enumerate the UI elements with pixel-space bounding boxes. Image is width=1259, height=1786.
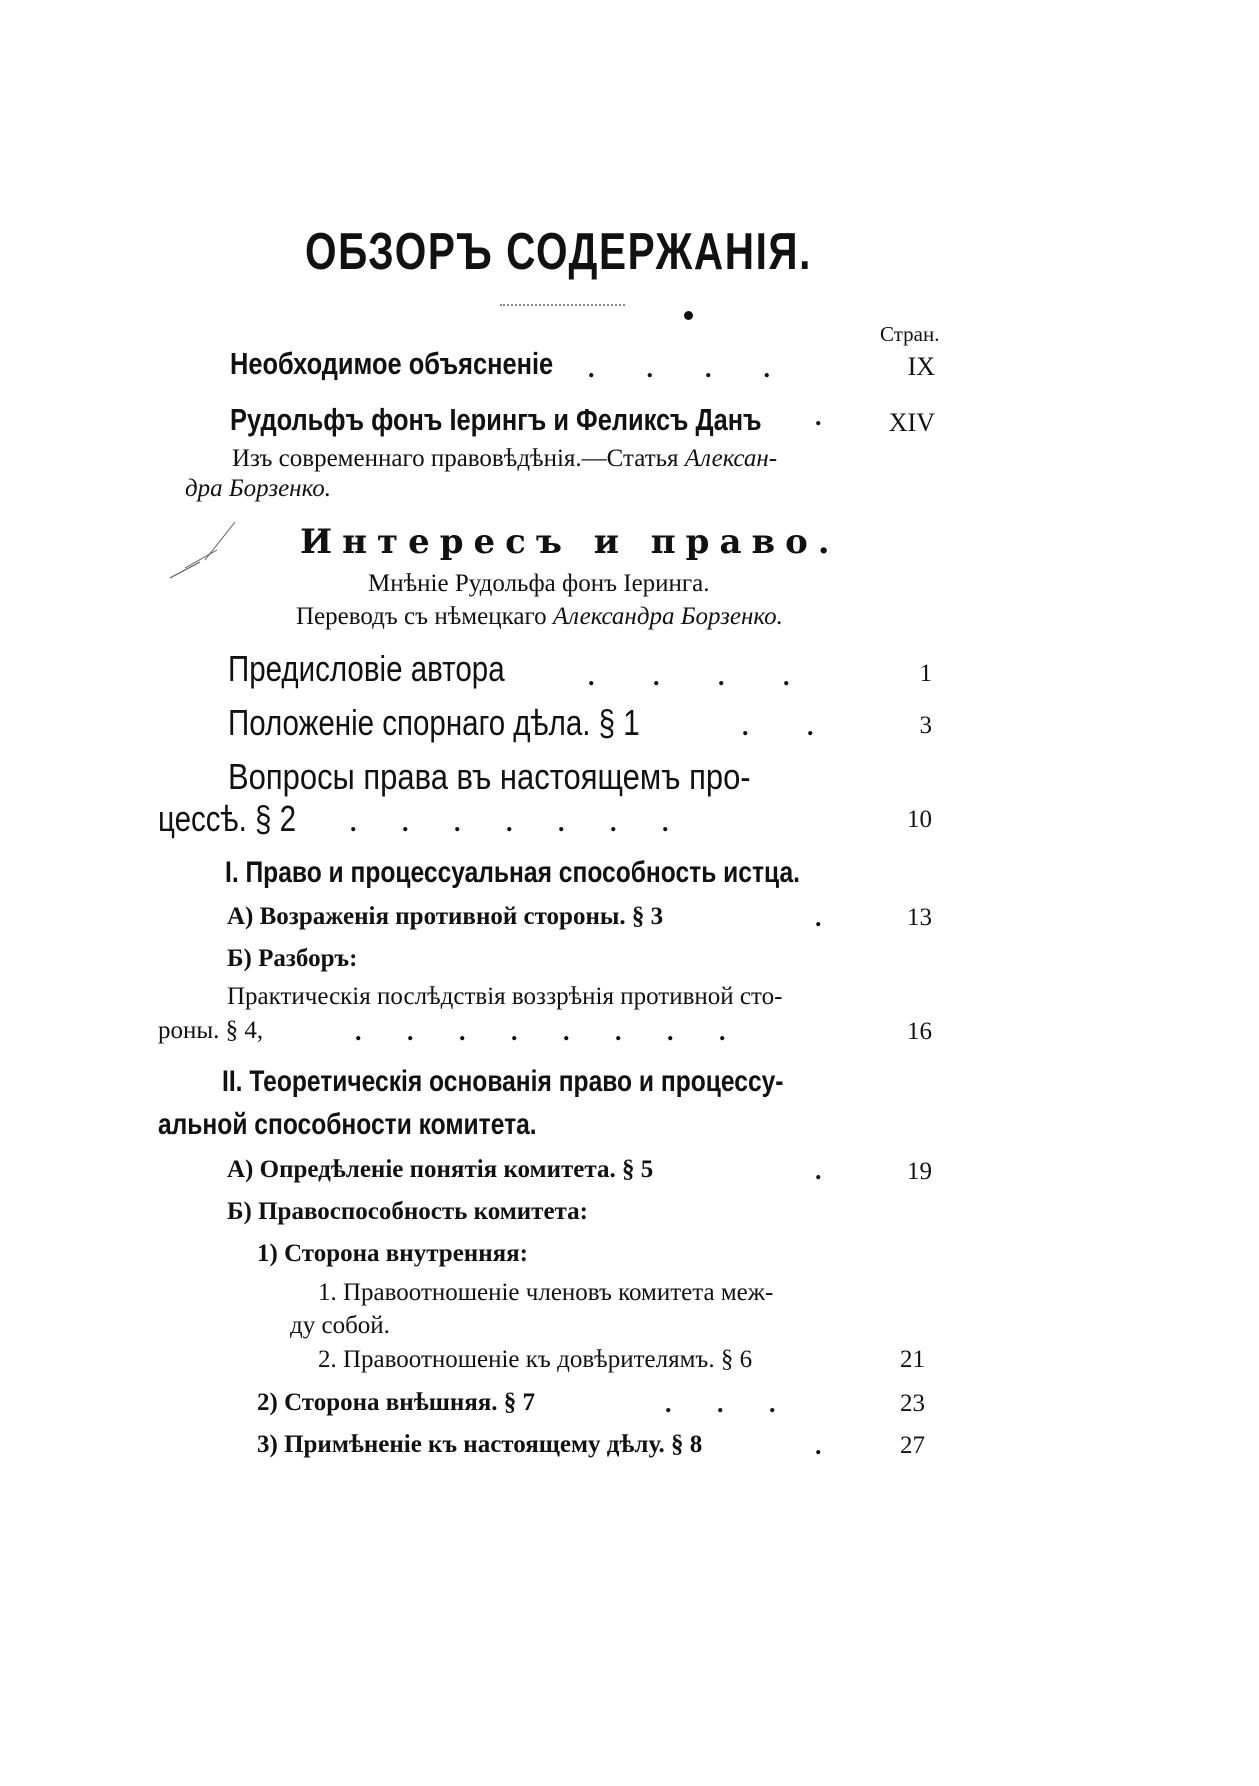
leader-dots: . . . — [665, 1389, 776, 1418]
leader-dots: . . . . . . . . — [355, 1017, 726, 1046]
toc-page-number: 1 — [919, 660, 932, 687]
section-heading: Интересъ и право. — [300, 522, 840, 562]
toc-entry-legal-questions-cont: цессѣ. § 2 — [158, 798, 297, 839]
page-column-label: Стран. — [880, 322, 940, 346]
toc-page-number: 27 — [900, 1432, 925, 1459]
toc-page-number: 13 — [907, 904, 932, 931]
toc-entry-external-side: 2) Сторона внѣшняя. § 7 — [257, 1389, 536, 1416]
intro-note-text: Изъ современнаго правовѣдѣнія.—Статья — [232, 445, 679, 472]
toc-page-number: 3 — [919, 712, 932, 739]
toc-page-number: 19 — [907, 1158, 932, 1185]
leader-dots: . — [815, 1156, 822, 1185]
ink-dot — [684, 311, 693, 320]
section-translator — [296, 603, 783, 631]
part-two-heading: II. Теоретическія основанія право и процессу- — [222, 1065, 784, 1098]
toc-entry-principals-relation: 2. Правоотношеніе къ довѣрителямъ. § 6 — [318, 1346, 753, 1373]
toc-entry-members-relation: 1. Правоотношеніе членовъ комитета меж- — [318, 1279, 774, 1306]
toc-page-number: 23 — [900, 1390, 925, 1417]
toc-entry-internal-side: 1) Сторона внутренняя: — [257, 1240, 528, 1267]
leader-dots: . . . . — [588, 354, 770, 383]
page-title: ОБЗОРЪ СОДЕРЖАНІЯ. — [305, 223, 812, 281]
translator-prefix: Переводъ съ нѣмецкаго — [296, 603, 547, 630]
toc-entry-members-relation-cont: ду собой. — [290, 1312, 390, 1339]
toc-page-number: 16 — [907, 1018, 932, 1045]
pencil-marks — [165, 520, 245, 580]
toc-page-number: XIV — [888, 408, 935, 437]
leader-dots: . — [815, 1431, 822, 1460]
leader-dots: . — [815, 903, 822, 932]
toc-entry-legal-questions: Вопросы права въ настоящемъ про- — [228, 756, 751, 797]
toc-entry-case-position: Положеніе спорнаго дѣла. § 1 — [228, 702, 640, 743]
toc-entry-explanation: Необходимое объясненіе — [230, 346, 554, 381]
leader-dots: . . — [742, 712, 814, 741]
part-one-heading: I. Право и процессуальная способность истца. — [225, 856, 800, 889]
intro-note-author-cont: дра Борзенко. — [185, 475, 332, 502]
toc-entry-committee-concept: А) Опредѣленіе понятія комитета. § 5 — [227, 1156, 654, 1183]
toc-entry-objections: А) Возраженія противной стороны. § 3 — [227, 903, 664, 930]
toc-entry-consequences: Практическія послѣдствія воззрѣнія противной сто- — [227, 983, 783, 1010]
intro-note-line — [232, 445, 777, 473]
leader-dots: . . . . — [588, 662, 790, 691]
toc-entry-consequences-cont: роны. § 4, — [158, 1017, 264, 1044]
toc-entry-preface: Предисловіе автора — [228, 648, 505, 689]
translator-name: Александра Борзенко. — [552, 603, 783, 630]
toc-entry-committee-capacity: Б) Правоспособность комитета: — [227, 1198, 588, 1225]
toc-entry-analysis: Б) Разборъ: — [227, 945, 358, 972]
toc-page-number: IX — [907, 352, 935, 381]
section-subtitle: Мнѣніе Рудольфа фонъ Іеринга. — [368, 570, 710, 597]
toc-entry-jhering-dahn: Рудольфъ фонъ Іерингъ и Феликсъ Данъ — [230, 402, 762, 437]
toc-entry-application: 3) Примѣненіе къ настоящему дѣлу. § 8 — [257, 1431, 703, 1458]
part-two-heading-cont: альной способности комитета. — [158, 1108, 537, 1141]
title-ornament — [500, 304, 625, 306]
intro-note-author: Алексан- — [684, 445, 778, 472]
leader-dots: . . . . . . . — [350, 808, 669, 837]
toc-page-number: 10 — [907, 806, 932, 833]
leader-dots: . — [815, 402, 822, 431]
toc-page-number: 21 — [900, 1346, 925, 1373]
